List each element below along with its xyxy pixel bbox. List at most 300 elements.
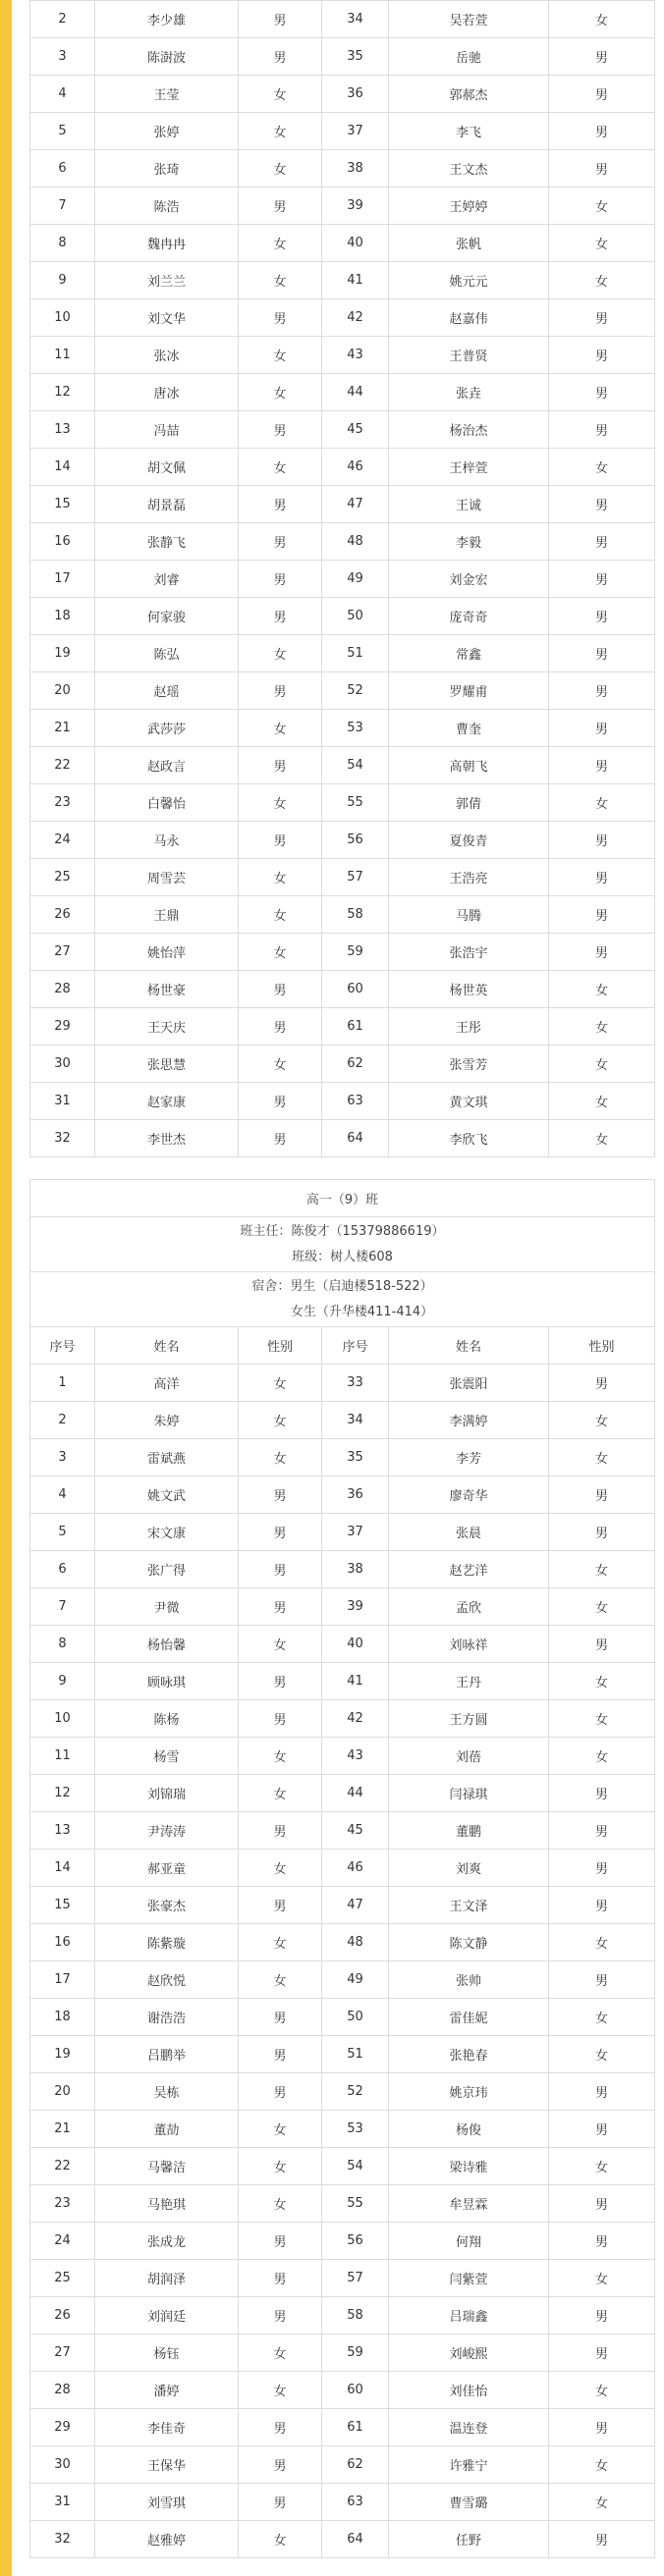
student-gender: 女 [549,2446,655,2484]
header-name: 姓名 [95,1327,239,1365]
seat-number: 31 [30,1083,95,1120]
table-row [30,150,655,188]
table-row [30,1738,655,1775]
seat-number: 4 [30,1476,95,1514]
student-name: 尹微 [95,1588,239,1626]
student-name: 陈紫璇 [95,1924,239,1961]
student-gender: 男 [549,76,655,113]
table-row [30,822,655,859]
table-row [30,2223,655,2260]
seat-number: 1 [30,1365,95,1402]
table-row [30,486,655,523]
student-gender: 女 [549,1588,655,1626]
student-gender: 女 [549,1999,655,2036]
student-name: 吴栋 [95,2073,239,2111]
student-name: 王方圆 [389,1700,549,1738]
seat-number: 42 [322,1700,389,1738]
student-name: 杨钰 [95,2334,239,2372]
seat-number: 40 [322,225,389,262]
student-gender: 男 [239,523,322,561]
student-name: 张婷 [95,113,239,150]
student-gender: 男 [549,2334,655,2372]
student-name: 罗耀甫 [389,672,549,710]
seat-number: 34 [322,1402,389,1439]
seat-number: 36 [322,76,389,113]
student-gender: 男 [549,2223,655,2260]
seat-number: 17 [30,561,95,598]
seat-number: 55 [322,2185,389,2223]
student-name: 王天庆 [95,1008,239,1046]
table-row [30,2334,655,2372]
student-gender: 男 [239,1887,322,1924]
table-row [30,1588,655,1626]
student-gender: 男 [239,2297,322,2334]
seat-number: 14 [30,449,95,486]
student-name: 张震阳 [389,1365,549,1402]
class-8-roster-table [29,0,655,1157]
student-gender: 女 [239,710,322,747]
student-gender: 女 [239,76,322,113]
student-name: 赵家康 [95,1083,239,1120]
student-gender: 男 [239,1083,322,1120]
student-gender: 女 [239,2185,322,2223]
student-gender: 男 [239,1663,322,1700]
student-name: 白馨怡 [95,784,239,822]
student-name: 刘锦瑞 [95,1775,239,1812]
student-gender: 男 [549,2521,655,2558]
table-row [30,1476,655,1514]
student-name: 张帆 [389,225,549,262]
seat-number: 9 [30,262,95,299]
student-gender: 男 [239,2223,322,2260]
table-row [30,784,655,822]
student-name: 吕鹏举 [95,2036,239,2073]
table-row [30,2260,655,2297]
student-gender: 男 [549,2111,655,2148]
seat-number: 19 [30,2036,95,2073]
seat-number: 22 [30,2148,95,2185]
student-name: 赵欣悦 [95,1961,239,1999]
seat-number: 21 [30,710,95,747]
column-header-row [30,1327,655,1365]
seat-number: 5 [30,113,95,150]
class-8-roster-body [30,1,655,1157]
student-gender: 男 [549,113,655,150]
student-name: 马腾 [389,896,549,934]
table-row [30,1008,655,1046]
seat-number: 53 [322,2111,389,2148]
student-name: 刘蓓 [389,1738,549,1775]
student-gender: 女 [549,1402,655,1439]
seat-number: 63 [322,1083,389,1120]
student-gender: 男 [239,1476,322,1514]
seat-number: 55 [322,784,389,822]
student-name: 陈弘 [95,635,239,672]
student-gender: 男 [549,299,655,337]
seat-number: 20 [30,2073,95,2111]
seat-number: 15 [30,486,95,523]
class-title: 高一（9）班 [30,1180,655,1217]
student-gender: 男 [549,896,655,934]
student-name: 杨怡馨 [95,1626,239,1663]
seat-number: 18 [30,1999,95,2036]
student-gender: 男 [549,598,655,635]
seat-number: 58 [322,2297,389,2334]
seat-number: 8 [30,225,95,262]
seat-number: 6 [30,1551,95,1588]
student-name: 赵政言 [95,747,239,784]
table-row [30,1924,655,1961]
student-name: 刘文华 [95,299,239,337]
student-name: 李少雄 [95,1,239,38]
seat-number: 47 [322,486,389,523]
student-name: 王文泽 [389,1887,549,1924]
seat-number: 39 [322,188,389,225]
seat-number: 45 [322,411,389,449]
table-row [30,859,655,896]
class-9-roster-table [29,1179,655,2558]
seat-number: 51 [322,635,389,672]
table-row [30,1439,655,1476]
seat-number: 61 [322,2409,389,2446]
student-gender: 女 [239,2111,322,2148]
seat-number: 11 [30,1738,95,1775]
student-gender: 男 [549,2409,655,2446]
student-name: 闫紫萱 [389,2260,549,2297]
student-gender: 男 [239,2484,322,2521]
student-name: 牟昱霖 [389,2185,549,2223]
seat-number: 38 [322,150,389,188]
student-name: 陈浩 [95,188,239,225]
student-gender: 女 [239,2334,322,2372]
seat-number: 49 [322,1961,389,1999]
student-gender: 女 [239,934,322,971]
seat-number: 3 [30,38,95,76]
student-name: 杨俊 [389,2111,549,2148]
student-gender: 女 [239,262,322,299]
student-gender: 女 [549,1,655,38]
student-gender: 男 [239,2036,322,2073]
table-row [30,523,655,561]
student-gender: 男 [239,971,322,1008]
seat-number: 38 [322,1551,389,1588]
student-gender: 女 [549,1551,655,1588]
classroom-info: 班级：树人楼608 [292,1249,393,1264]
seat-number: 31 [30,2484,95,2521]
student-name: 姚元元 [389,262,549,299]
seat-number: 63 [322,2484,389,2521]
student-gender: 男 [549,1812,655,1850]
seat-number: 20 [30,672,95,710]
seat-number: 2 [30,1402,95,1439]
table-row [30,896,655,934]
header-number: 序号 [30,1327,95,1365]
student-name: 李飞 [389,113,549,150]
table-row [30,262,655,299]
student-gender: 男 [239,299,322,337]
seat-number: 58 [322,896,389,934]
seat-number: 12 [30,374,95,411]
student-gender: 女 [239,896,322,934]
table-row [30,1663,655,1700]
seat-number: 35 [322,38,389,76]
seat-number: 54 [322,2148,389,2185]
seat-number: 64 [322,1120,389,1157]
seat-number: 6 [30,150,95,188]
student-gender: 男 [239,1551,322,1588]
student-name: 姚怡萍 [95,934,239,971]
student-name: 张静飞 [95,523,239,561]
student-name: 姚京玮 [389,2073,549,2111]
seat-number: 25 [30,859,95,896]
student-name: 尹涛涛 [95,1812,239,1850]
student-name: 王普贤 [389,337,549,374]
seat-number: 26 [30,896,95,934]
seat-number: 12 [30,1775,95,1812]
student-gender: 男 [549,2297,655,2334]
student-name: 刘咏祥 [389,1626,549,1663]
seat-number: 50 [322,598,389,635]
seat-number: 47 [322,1887,389,1924]
student-gender: 男 [549,561,655,598]
student-name: 张成龙 [95,2223,239,2260]
header-gender: 性别 [549,1327,655,1365]
student-name: 刘爽 [389,1850,549,1887]
seat-number: 32 [30,1120,95,1157]
table-row [30,2446,655,2484]
seat-number: 52 [322,2073,389,2111]
seat-number: 29 [30,1008,95,1046]
student-name: 郝亚童 [95,1850,239,1887]
student-gender: 男 [549,1514,655,1551]
student-gender: 男 [549,1365,655,1402]
header-gender: 性别 [239,1327,322,1365]
seat-number: 10 [30,299,95,337]
seat-number: 56 [322,2223,389,2260]
table-row [30,1402,655,1439]
seat-number: 33 [322,1365,389,1402]
student-gender: 女 [549,2148,655,2185]
student-name: 王保华 [95,2446,239,2484]
student-gender: 男 [239,2409,322,2446]
student-gender: 男 [239,38,322,76]
table-row [30,2073,655,2111]
student-gender: 男 [239,747,322,784]
table-row [30,561,655,598]
student-name: 胡文佩 [95,449,239,486]
student-gender: 女 [549,2036,655,2073]
seat-number: 53 [322,710,389,747]
seat-number: 8 [30,1626,95,1663]
student-gender: 男 [239,1588,322,1626]
student-name: 张豪杰 [95,1887,239,1924]
student-gender: 女 [549,1700,655,1738]
student-name: 王浩亮 [389,859,549,896]
seat-number: 48 [322,523,389,561]
student-name: 刘睿 [95,561,239,598]
seat-number: 45 [322,1812,389,1850]
table-row [30,2185,655,2223]
student-name: 张垚 [389,374,549,411]
seat-number: 19 [30,635,95,672]
table-row [30,2484,655,2521]
student-name: 赵艺洋 [389,1551,549,1588]
table-row [30,2372,655,2409]
student-gender: 男 [549,2185,655,2223]
seat-number: 64 [322,2521,389,2558]
student-gender: 男 [239,411,322,449]
student-gender: 男 [549,1626,655,1663]
table-row [30,1999,655,2036]
student-gender: 男 [549,710,655,747]
student-name: 岳驰 [389,38,549,76]
student-gender: 男 [239,2260,322,2297]
student-name: 赵嘉伟 [389,299,549,337]
seat-number: 30 [30,1046,95,1083]
dorm-info [30,1272,655,1327]
student-name: 杨世豪 [95,971,239,1008]
seat-number: 46 [322,449,389,486]
student-gender: 女 [239,1961,322,1999]
table-row [30,113,655,150]
student-gender: 男 [239,1008,322,1046]
student-gender: 女 [549,1083,655,1120]
seat-number: 35 [322,1439,389,1476]
table-row [30,1700,655,1738]
student-gender: 女 [549,1924,655,1961]
student-name: 吴若萱 [389,1,549,38]
table-row [30,1551,655,1588]
header-number: 序号 [322,1327,389,1365]
student-name: 王丹 [389,1663,549,1700]
student-name: 张冰 [95,337,239,374]
seat-number: 57 [322,859,389,896]
seat-number: 27 [30,2334,95,2372]
student-gender: 女 [239,1924,322,1961]
seat-number: 23 [30,784,95,822]
table-row [30,1120,655,1157]
student-name: 梁诗雅 [389,2148,549,2185]
student-gender: 男 [549,1887,655,1924]
seat-number: 23 [30,2185,95,2223]
student-name: 刘金宏 [389,561,549,598]
student-gender: 男 [549,150,655,188]
student-name: 雷斌燕 [95,1439,239,1476]
table-row [30,2148,655,2185]
seat-number: 43 [322,337,389,374]
student-gender: 女 [239,150,322,188]
student-name: 郭倩 [389,784,549,822]
student-gender: 男 [239,1812,322,1850]
seat-number: 26 [30,2297,95,2334]
student-name: 张思慧 [95,1046,239,1083]
seat-number: 10 [30,1700,95,1738]
student-name: 陈澍波 [95,38,239,76]
student-name: 李世杰 [95,1120,239,1157]
student-gender: 女 [549,2372,655,2409]
student-name: 马永 [95,822,239,859]
table-row [30,2521,655,2558]
student-gender: 男 [549,523,655,561]
table-row [30,1514,655,1551]
seat-number: 30 [30,2446,95,2484]
student-name: 何家骏 [95,598,239,635]
table-row [30,2036,655,2073]
student-name: 陈杨 [95,1700,239,1738]
seat-number: 44 [322,1775,389,1812]
seat-number: 29 [30,2409,95,2446]
student-name: 唐冰 [95,374,239,411]
student-name: 刘峻熙 [389,2334,549,2372]
seat-number: 50 [322,1999,389,2036]
student-gender: 女 [239,225,322,262]
student-gender: 女 [549,1738,655,1775]
student-name: 马馨洁 [95,2148,239,2185]
student-gender: 男 [549,934,655,971]
header-name: 姓名 [389,1327,549,1365]
student-gender: 女 [239,635,322,672]
student-gender: 女 [239,1626,322,1663]
student-name: 张雪芳 [389,1046,549,1083]
seat-number: 36 [322,1476,389,1514]
student-gender: 女 [549,225,655,262]
student-gender: 女 [239,2148,322,2185]
seat-number: 59 [322,934,389,971]
student-name: 董劼 [95,2111,239,2148]
student-gender: 男 [549,486,655,523]
seat-number: 3 [30,1439,95,1476]
seat-number: 2 [30,1,95,38]
seat-number: 46 [322,1850,389,1887]
seat-number: 61 [322,1008,389,1046]
student-gender: 女 [239,1046,322,1083]
student-gender: 女 [239,1738,322,1775]
student-name: 顾咏琪 [95,1663,239,1700]
student-name: 曹奎 [389,710,549,747]
student-gender: 女 [239,859,322,896]
student-gender: 女 [549,2484,655,2521]
class-9-roster-body [30,1365,655,2558]
student-gender: 男 [239,2073,322,2111]
student-name: 杨世英 [389,971,549,1008]
student-name: 王文杰 [389,150,549,188]
student-name: 何翔 [389,2223,549,2260]
student-gender: 女 [239,2372,322,2409]
seat-number: 34 [322,1,389,38]
student-name: 刘雪琪 [95,2484,239,2521]
seat-number: 37 [322,1514,389,1551]
student-name: 任野 [389,2521,549,2558]
student-gender: 男 [549,411,655,449]
student-name: 赵雅婷 [95,2521,239,2558]
student-gender: 女 [549,784,655,822]
table-row [30,374,655,411]
student-name: 黄文琪 [389,1083,549,1120]
student-gender: 男 [239,672,322,710]
student-name: 张琦 [95,150,239,188]
student-gender: 女 [549,1008,655,1046]
table-row [30,337,655,374]
student-gender: 女 [549,1663,655,1700]
student-gender: 男 [549,374,655,411]
student-name: 常鑫 [389,635,549,672]
seat-number: 15 [30,1887,95,1924]
student-gender: 女 [549,188,655,225]
table-row [30,411,655,449]
table-row [30,747,655,784]
seat-number: 21 [30,2111,95,2148]
student-name: 温连登 [389,2409,549,2446]
